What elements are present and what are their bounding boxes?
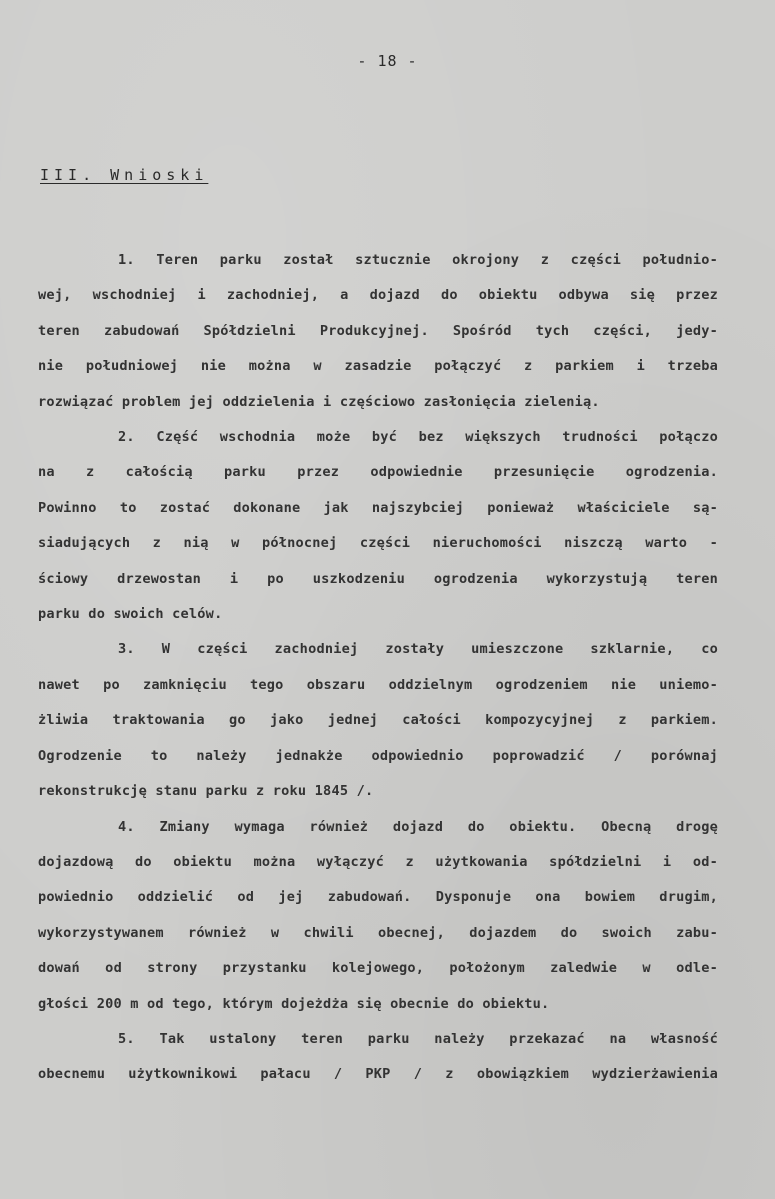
page-number: - 18 - xyxy=(357,52,418,70)
text-line: rozwiązać problem jej oddzielenia i częściowo zasłonięcia zielenią. xyxy=(38,393,600,410)
paragraph-3 xyxy=(38,632,718,809)
paragraph-5 xyxy=(38,1022,718,1093)
text-line: nie południowej nie można w zasadzie połączyć z parkiem i trzeba xyxy=(38,358,718,375)
paragraph-1 xyxy=(38,243,718,420)
text-line: wej, wschodniej i zachodniej, a dojazd do obiektu odbywa się przez xyxy=(38,287,718,304)
text-line: rekonstrukcję stanu parku z roku 1845 /. xyxy=(38,783,374,800)
text-line: ściowy drzewostan i po uszkodzeniu ogrodzenia wykorzystują teren xyxy=(38,570,718,587)
text-line: żliwia traktowania go jako jednej całości kompozycyjnej z parkiem. xyxy=(38,712,718,729)
text-line: Powinno to zostać dokonane jak najszybciej ponieważ właściciele są- xyxy=(38,499,718,516)
text-line: na z całością parku przez odpowiednie przesunięcie ogrodzenia. xyxy=(38,464,718,481)
text-line: dowań od strony przystanku kolejowego, położonym zaledwie w odle- xyxy=(38,960,718,977)
text-line: Ogrodzenie to należy jednakże odpowiednio poprowadzić / porównaj xyxy=(38,747,718,764)
text-line: 1. Teren parku został sztucznie okrojony z części południo- xyxy=(118,252,718,268)
text-line: głości 200 m od tego, którym dojeżdża się obecnie do obiektu. xyxy=(38,995,550,1012)
body-text xyxy=(38,243,718,1093)
section-heading: III. Wnioski xyxy=(40,166,209,184)
text-line: nawet po zamknięciu tego obszaru oddzielnym ogrodzeniem nie uniemo- xyxy=(38,676,718,693)
text-line: obecnemu użytkownikowi pałacu / PKP / z obowiązkiem wydzierżawienia xyxy=(38,1066,718,1083)
text-line: dojazdową do obiektu można wyłączyć z użytkowania spółdzielni i od- xyxy=(38,853,718,870)
text-line: siadujących z nią w północnej części nieruchomości niszczą warto - xyxy=(38,535,718,552)
text-line: powiednio oddzielić od jej zabudowań. Dysponuje ona bowiem drugim, xyxy=(38,889,718,906)
text-line: 2. Część wschodnia może być bez większych trudności połączo xyxy=(118,429,718,446)
text-line: teren zabudowań Spółdzielni Produkcyjnej. Spośród tych części, jedy- xyxy=(38,322,718,339)
paragraph-4 xyxy=(38,810,718,1022)
text-line: wykorzystywanem również w chwili obecnej, dojazdem do swoich zabu- xyxy=(38,924,718,941)
paragraph-2 xyxy=(38,420,718,632)
text-line: 3. W części zachodniej zostały umieszczone szklarnie, co xyxy=(118,641,718,658)
text-line: 5. Tak ustalony teren parku należy przekazać na własność xyxy=(118,1030,718,1047)
text-line: 4. Zmiany wymaga również dojazd do obiektu. Obecną drogę xyxy=(118,818,718,835)
text-line: parku do swoich celów. xyxy=(38,606,223,623)
